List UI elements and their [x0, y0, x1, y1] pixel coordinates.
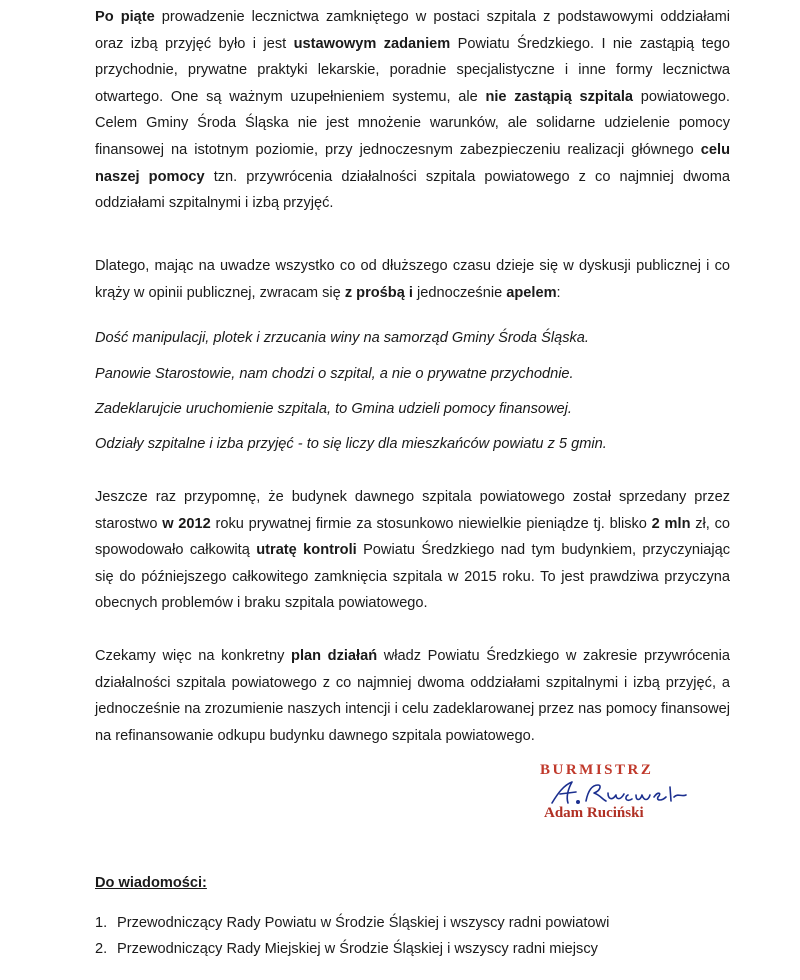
text: jednocześnie: [412, 284, 507, 301]
text: :: [556, 284, 561, 301]
appeal-line: Panowie Starostowie, nam chodzi o szpital, a nie o prywatne przychodnie.: [95, 366, 574, 382]
text: Powiatu Średzkiego nad tym budynkiem, przyczyniając się do późniejszego całkowitego zamknięcia szpitala w 2015 roku. To jest prawdziwa przyczyna obecnych problemów i braku szpitala powiatowego.: [95, 542, 731, 612]
list-number: 2.: [95, 941, 108, 957]
emphasis: 2 mln: [651, 515, 691, 532]
recipients-list: [95, 910, 735, 962]
paragraph-jeszcze-raz: [95, 484, 730, 617]
emphasis: apelem: [506, 284, 557, 301]
appeal-line: Dość manipulacji, plotek i zrzucania winy na samorząd Gminy Środa Śląska.: [95, 330, 589, 346]
list-item: [95, 936, 735, 962]
signature-title: BURMISTRZ: [540, 762, 654, 778]
text: Czekamy więc na konkretny: [95, 648, 292, 664]
appeal-line: Zadeklarujcie uruchomienie szpitala, to Gmina udzieli pomocy finansowej.: [95, 401, 572, 417]
text: powiatowego. Celem Gminy Środa Śląska nie jest mnożenie warunków, ale solidarne udzielenie pomocy finansowej na istotnym poziomie, przy jednoczesnym zabezpieczeniu realizacji głównego: [95, 88, 730, 158]
emphasis: ustawowym zadaniem: [293, 35, 451, 52]
list-text: Przewodniczący Rady Miejskiej w Środzie Śląskiej i wszyscy radni miejscy: [117, 941, 598, 957]
list-item: [95, 910, 735, 936]
emphasis: celu naszej pomocy: [95, 141, 730, 185]
paragraph-czekamy: [95, 643, 730, 749]
paragraph-po-piate: [95, 4, 730, 217]
signatory-name: Adam Ruciński: [544, 805, 644, 821]
list-text: Przewodniczący Rady Powiatu w Środzie Śląskiej i wszyscy radni powiatowi: [117, 915, 610, 931]
emphasis: utratę kontroli: [256, 542, 357, 559]
text: tzn. przywrócenia działalności szpitala powiatowego z co najmniej dwoma oddziałami szpitalnymi i izbą przyjęć.: [95, 168, 730, 212]
emphasis: nie zastąpią szpitala: [485, 88, 634, 105]
emphasis: plan działań: [291, 648, 378, 664]
emphasis: w 2012: [162, 515, 211, 532]
text: Jeszcze raz przypomnę, że budynek dawnego szpitala powiatowego został sprzedany przez starostwo: [95, 489, 730, 532]
appeal-line: Odziały szpitalne i izba przyjęć - to się liczy dla mieszkańców powiatu z 5 gmin.: [95, 436, 607, 452]
text: prowadzenie lecznictwa zamkniętego w postaci szpitala z podstawowymi oddziałami oraz izbą przyjęć było i jest: [95, 9, 731, 52]
paragraph-dlatego: [95, 253, 730, 306]
signature-block: [538, 762, 688, 822]
notice-heading: Do wiadomości:: [95, 875, 207, 891]
text: zł, co spowodowało całkowitą: [95, 515, 730, 559]
emphasis: Po piąte: [95, 9, 155, 25]
text: Powiatu Średzkiego. I nie zastąpią tego przychodnie, prywatne praktyki lekarskie, poradnie specjalistyczne i inne formy lecznictwa otwartego. One są ważnym uzupełnieniem systemu, ale: [95, 35, 730, 105]
text: Dlatego, mając na uwadze wszystko co od dłuższego czasu dzieje się w dyskusji publicznej i co krąży w opinii publicznej, zwracam się: [95, 258, 730, 301]
list-number: 1.: [95, 915, 108, 931]
handwritten-signature: [538, 779, 688, 807]
text: władz Powiatu Średzkiego w zakresie przywrócenia działalności szpitala powiatowego z co najmniej dwoma oddziałami szpitalnymi i izbą przyjęć, a jednocześnie na zrozumienie naszych intencji i celu zadeklarowanej przez nas pomocy finansowej na refinansowanie odkupu budynku dawnego szpitala powiatowego.: [95, 648, 730, 744]
signature-scribble-icon: [538, 779, 688, 807]
emphasis: z prośbą i: [344, 284, 413, 301]
text: roku prywatnej firmie za stosunkowo niewielkie pieniądze tj. blisko: [210, 515, 652, 532]
